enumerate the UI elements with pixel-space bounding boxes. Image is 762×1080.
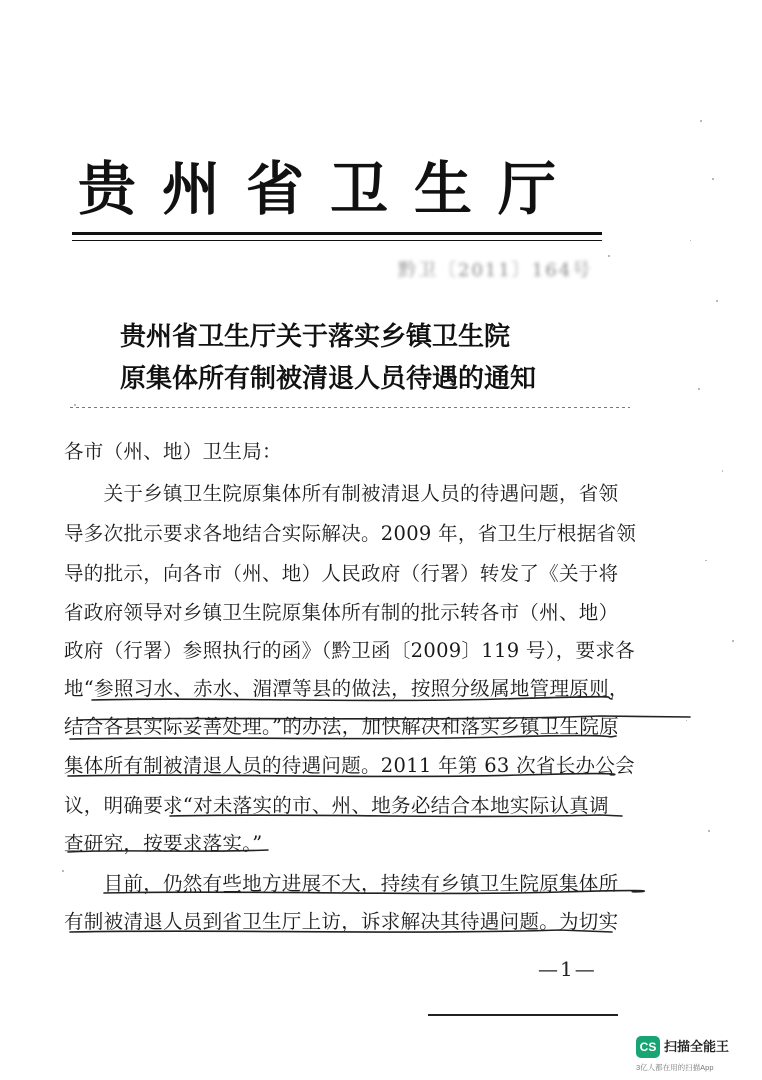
watermark-app-name: 扫描全能王 xyxy=(664,1039,730,1054)
body-line: 省政府领导对乡镇卫生院原集体所有制的批示转各市（州、地） xyxy=(64,601,619,624)
body-line: 关于乡镇卫生院原集体所有制被清退人员的待遇问题，省领 xyxy=(64,482,619,505)
document-number-redacted: 黔卫〔2011〕164号 xyxy=(398,260,593,281)
dotted-divider xyxy=(70,407,630,408)
footer-rule xyxy=(428,1014,618,1016)
subject-line-2: 原集体所有制被清退人员待遇的通知 xyxy=(120,364,537,394)
salutation: 各市（州、地）卫生局： xyxy=(64,440,282,463)
header-rule-thin xyxy=(72,240,602,241)
page-number: —1— xyxy=(538,957,597,981)
issuer-title: 贵州省卫生厅 xyxy=(78,155,583,223)
camscanner-logo-icon: CS xyxy=(636,1036,660,1058)
body-line: 有制被清退人员到省卫生厅上访，诉求解决其待遇问题。为切实 xyxy=(64,910,619,933)
body-line: 结合各县实际妥善处理。”的办法，加快解决和落实乡镇卫生院原 xyxy=(64,715,619,738)
body-line: 导的批示，向各市（州、地）人民政府（行署）转发了《关于将 xyxy=(64,562,619,585)
body-line: 查研究，按要求落实。” xyxy=(64,832,263,855)
subject-line-1: 贵州省卫生厅关于落实乡镇卫生院 xyxy=(120,322,511,352)
body-line: 导多次批示要求各地结合实际解决。2009 年，省卫生厅根据省领 xyxy=(64,522,637,545)
body-line: 政府（行署）参照执行的函》（黔卫函〔2009〕119 号），要求各 xyxy=(64,639,635,662)
header-rule-thick xyxy=(72,232,602,235)
scanner-watermark xyxy=(636,1034,748,1074)
body-line: 议，明确要求“对未落实的市、州、地务必结合本地实际认真调 xyxy=(64,794,609,817)
body-line: 地“参照习水、赤水、湄潭等县的做法，按照分级属地管理原则， xyxy=(64,677,629,700)
watermark-tagline: 3亿人都在用的扫描App xyxy=(636,1063,714,1072)
body-line: 集体所有制被清退人员的待遇问题。2011 年第 63 次省长办公会 xyxy=(64,754,635,777)
body-line: 目前，仍然有些地方进展不大，持续有乡镇卫生院原集体所 xyxy=(64,872,619,895)
